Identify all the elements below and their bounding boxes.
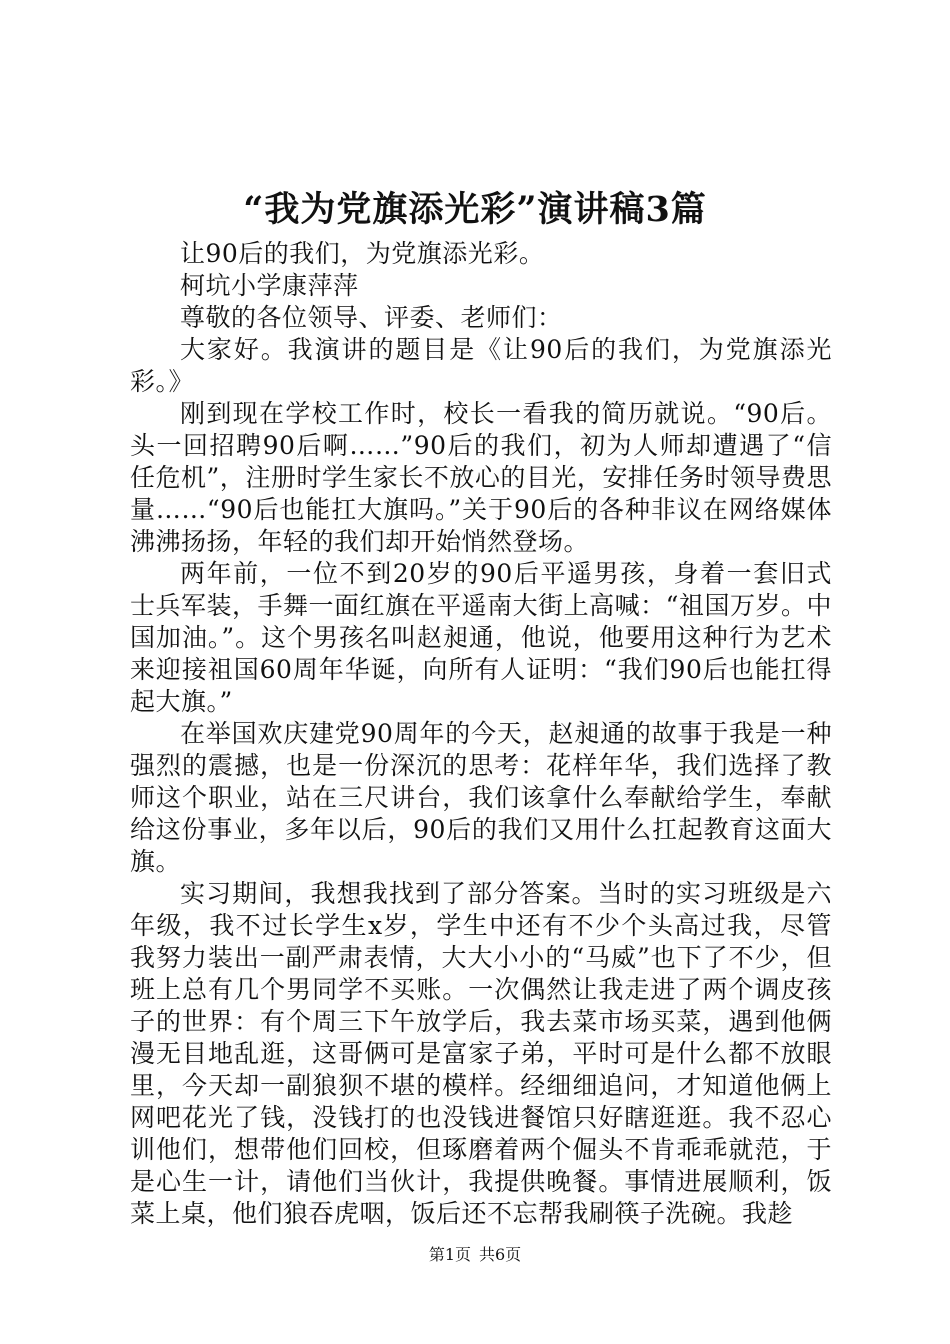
page-total: 共6页 [479, 1245, 522, 1264]
paragraph-salutation: 尊敬的各位领导、评委、老师们： [180, 303, 563, 332]
paragraph-subtitle: 让90后的我们，为党旗添光彩。 [180, 239, 545, 268]
document-body [130, 238, 832, 1230]
paragraph: 刚到现在学校工作时，校长一看我的简历就说。“90后。头一回招聘90后啊……”90后的我们，初为人师却遭遇了“信任危机”，注册时学生家长不放心的目光，安排任务时领导费思量……“90后也能扛大旗吗。”关于90后的各种非议在网络媒体沸沸扬扬，年轻的我们却开始悄然登场。 [130, 399, 832, 556]
paragraph-greeting: 大家好。我演讲的题目是《让90后的我们，为党旗添光彩。》 [130, 335, 832, 396]
document-title: “我为党旗添光彩”演讲稿3篇 [243, 189, 707, 230]
paragraph: 实习期间，我想我找到了部分答案。当时的实习班级是六年级，我不过长学生x岁，学生中还有不少个头高过我，尽管我努力装出一副严肃表情，大大小小的“马威”也下了不少，但班上总有几个男同学不买账。一次偶然让我走进了两个调皮孩子的世界：有个周三下午放学后，我去菜市场买菜，遇到他俩漫无目地乱逛，这哥俩可是富家子弟，平时可是什么都不放眼里，今天却一副狼狈不堪的模样。经细细追问，才知道他俩上网吧花光了钱，没钱打的也没钱进餐馆只好瞎逛逛。我不忍心训他们，想带他们回校，但琢磨着两个倔头不肯乖乖就范，于是心生一计，请他们当伙计，我提供晚餐。事情进展顺利，饭菜上桌，他们狼吞虎咽，饭后还不忘帮我刷筷子洗碗。我趁 [130, 879, 832, 1228]
page-footer [0, 1244, 950, 1266]
paragraph: 在举国欢庆建党90周年的今天，赵昶通的故事于我是一种强烈的震撼，也是一份深沉的思考：花样年华，我们选择了教师这个职业，站在三尺讲台，我们该拿什么奉献给学生，奉献给这份事业，多年以后，90后的我们又用什么扛起教育这面大旗。 [130, 719, 832, 876]
paragraph: 两年前，一位不到20岁的90后平遥男孩，身着一套旧式士兵军装，手舞一面红旗在平遥南大街上高喊：“祖国万岁。中国加油。”。这个男孩名叫赵昶通，他说，他要用这种行为艺术来迎接祖国60周年华诞，向所有人证明：“我们90后也能扛得起大旗。” [130, 559, 832, 716]
page-number: 第1页 [428, 1245, 471, 1264]
paragraph-author: 柯坑小学康萍萍 [180, 271, 359, 300]
